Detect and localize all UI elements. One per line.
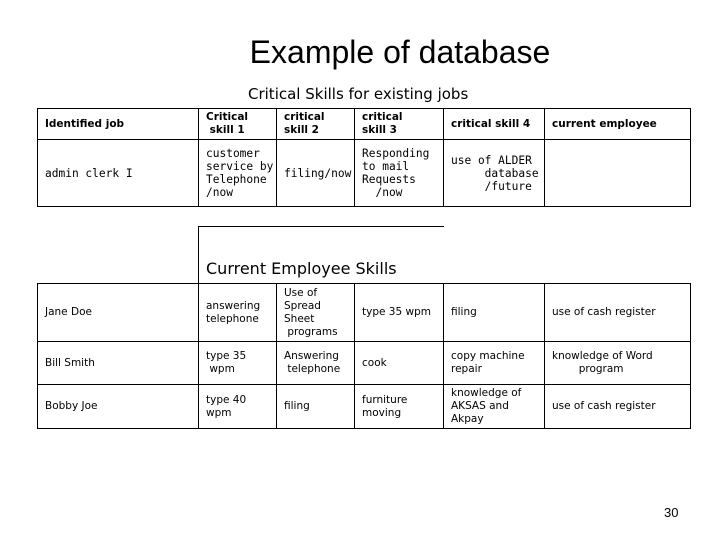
table-cell — [544, 139, 691, 207]
table-cell: cook — [354, 341, 444, 385]
jobs-header-skill-3: critical skill 3 — [354, 108, 444, 140]
table-cell: answering telephone — [198, 283, 277, 342]
jobs-header-current-employee: current employee — [544, 108, 691, 140]
jobs-header-skill-2: critical skill 2 — [276, 108, 355, 140]
table-cell: Use of Spread Sheet programs — [276, 283, 355, 342]
section-frame-left — [198, 226, 199, 284]
jobs-header-identified-job: Identified job — [37, 108, 199, 140]
table-cell: furniture moving — [354, 384, 444, 429]
jobs-header-skill-4: critical skill 4 — [443, 108, 545, 140]
page-number: 30 — [664, 505, 679, 520]
table-cell: filing — [276, 384, 355, 429]
table-cell: Responding to mail Requests /now — [354, 139, 444, 207]
jobs-table-subtitle: Critical Skills for existing jobs — [248, 85, 469, 103]
table-cell: Bill Smith — [37, 341, 199, 385]
jobs-header-skill-1: Critical skill 1 — [198, 108, 277, 140]
table-cell: filing — [443, 283, 545, 342]
table-cell: use of ALDER database /future — [443, 139, 545, 207]
table-cell: Bobby Joe — [37, 384, 199, 429]
table-cell: type 35 wpm — [354, 283, 444, 342]
table-cell: knowledge of AKSAS and Akpay — [443, 384, 545, 429]
table-cell: knowledge of Word program — [544, 341, 691, 385]
table-cell: type 40 wpm — [198, 384, 277, 429]
table-cell: copy machine repair — [443, 341, 545, 385]
table-cell: admin clerk I — [37, 139, 199, 207]
table-cell: filing/now — [276, 139, 355, 207]
table-cell: customer service by Telephone /now — [198, 139, 277, 207]
employees-table-subtitle: Current Employee Skills — [206, 259, 397, 278]
table-cell: use of cash register — [544, 283, 691, 342]
section-frame-top — [198, 226, 444, 227]
table-cell: type 35 wpm — [198, 341, 277, 385]
table-cell: Answering telephone — [276, 341, 355, 385]
table-cell: use of cash register — [544, 384, 691, 429]
table-cell: Jane Doe — [37, 283, 199, 342]
slide-title: Example of database — [249, 34, 551, 70]
